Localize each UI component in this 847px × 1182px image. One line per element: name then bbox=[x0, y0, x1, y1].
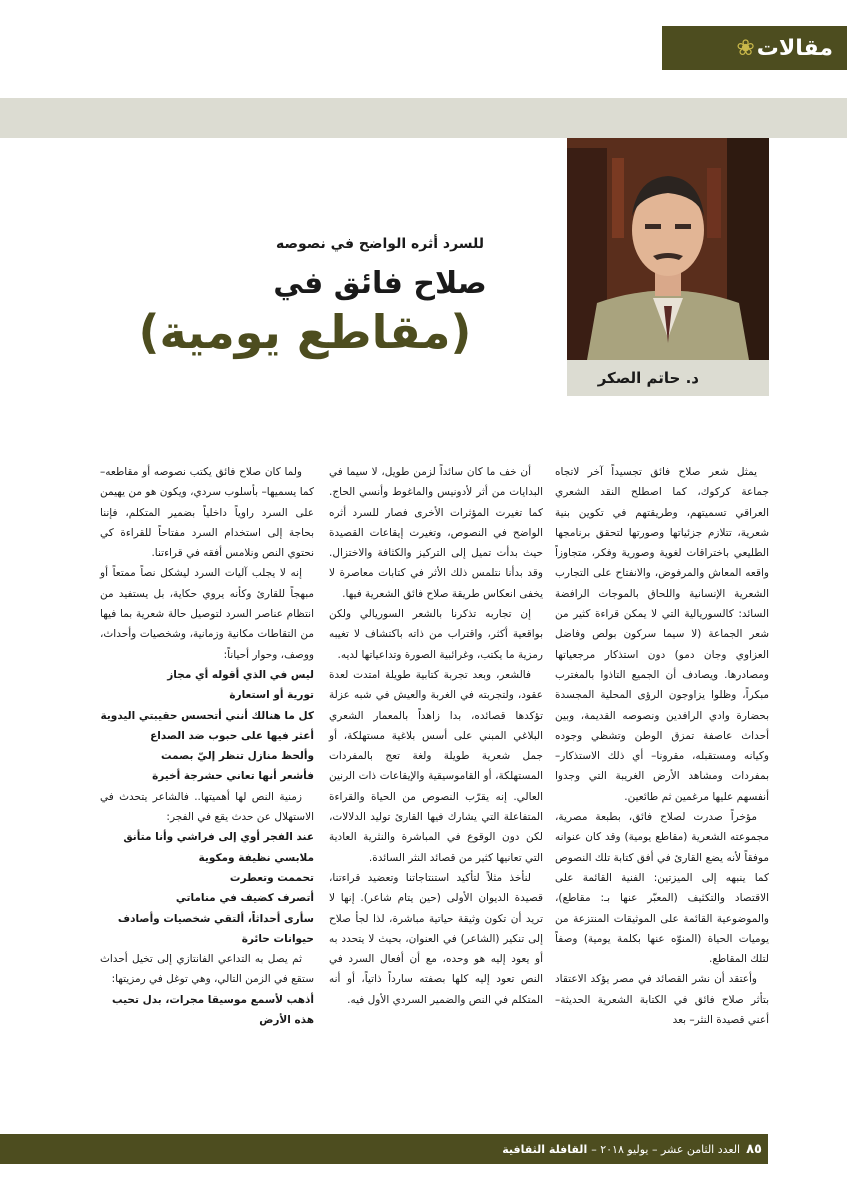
page-footer bbox=[0, 1134, 768, 1164]
verse-line: هذه الأرض bbox=[259, 1014, 314, 1027]
paragraph: فالشعر، وبعد تجربة كتابية طويلة امتدت لعدة عقود، ولتجربته في الغربة والعيش في شبه عزلة تؤكدها قصائده، بدا زاهداً بالمعمار الشعري البلاغي المبني على أسس بلاغية مستهلكة، أو جمل شعرية طويلة ولغة تعج بالمفردات المستهلكة، أو القاموسيقية والإيقاعات ذات الرنين العالي. إنه يقرّب النصوص من الحياة والقراءة المتفاعلة التي يشارك فيها القارئ توليد الدلالات، لكن دون الوقوع في المباشرة والنثرية العادية التي تعانيها كثير من قصائد النثر السائدة. bbox=[329, 668, 543, 864]
paragraph: ولما كان صلاح فائق يكتب نصوصه أو مقاطعه– كما يسميها– بأسلوب سردي، ويكون هو من يهيمن على السرد راوياً داخلياً بضمير المتكلم، فإننا بحاجة إلى استخدام السرد مفتاحاً للقراءة كي نحتوي النص ونلامس أفقه في قراءتنا. bbox=[100, 466, 314, 560]
verse-line: حيوانات حائرة bbox=[241, 932, 314, 945]
verse-line: أعثر فيها على حبوب ضد الصداع bbox=[150, 729, 314, 742]
text-column-2 bbox=[329, 462, 543, 1006]
author-caption bbox=[567, 360, 769, 396]
verse-line: ملابسي نظيفة ومكوية bbox=[198, 851, 314, 864]
verse-line: كل ما هنالك أنني أتحسس حقيبتي اليدوية bbox=[100, 709, 314, 722]
verse-line: وألحظ منازل تنظر إليّ بصمت bbox=[161, 750, 314, 763]
magazine-name: القافلة الثقافية bbox=[502, 1142, 588, 1156]
page-number: ٨٥ bbox=[746, 1141, 762, 1157]
paragraph: يمثل شعر صلاح فائق تجسيداً آخر لاتجاه جماعة كركوك، كما اصطلح النقد الشعري العراقي تسميتهم، وطريقتهم في تكوين بنية شعرية، تتلازم جزئياتها وصورتها لتحقق برنامجها الطليعي باختراقات لغوية وصورية وفكر، متجاوزاً واقعه المعاش والمرفوض، والانفتاح على التجارب الشعرية الإنسانية واللحاق بالموجات الرافضة السائد: كالسوريالية التي لا يمكن قراءة كثير من شعر الجماعة (لا سيما سركون بولص وفاضل العزاوي وجان دمو) دون استذكار مرجعياتها ومصادرها. ويصادف أن الجميع التاذوا بالمغترب مبكراً، وظلوا يزاوجون الرؤى المحلية المجسدة بحضارة وادي الرافدين ونصوصه القديمة، وبين أحداث عاصفة تمزق الوطن وتشظي وجوده وكيانه ومستقبله، مقرونا– أي ذلك الاستذكار– بمفردات ومشاهد الأرض الغريبة التي وجدوا أنفسهم عليها مرغمين ثم طائعين. bbox=[555, 466, 769, 803]
paragraph: إنه لا يجلب آليات السرد ليشكل نصاً ممتعاً أو مبهجاً للقارئ وكأنه يروي حكاية، بل يستفيد من انتظام عناصر السرد لتوصيل حالة شعرية بما فيها من التقاطات مكانية وزمانية، وشخصيات وأحداث، ووصف، وحوار أحياناً: bbox=[100, 567, 314, 661]
ornament-icon: ❀ bbox=[736, 35, 755, 61]
paragraph: لنأخذ مثلاً لتأكيد استنتاجاتنا وتعضيد قراءتنا، قصيدة الديوان الأولى (حين يتام شاعر). إنها لا تريد أن تكون وثيقة حياتية مباشرة، لذا لجأ صلاح إلى تنكير (الشاعر) في العنوان، بحيث لا يتحدد به أو يعود إليه هو وحده، مع أن أفعال السرد في النص تعود إليه كلها بصفته سارداً ذاتياً، أو أنه المتكلم في النص والضمير السردي الأول فيه. bbox=[329, 871, 543, 1006]
article-title-line-2: (مقاطع يومية) bbox=[138, 305, 472, 359]
author-name: د. حاتم الصكر bbox=[597, 369, 699, 387]
author-portrait-icon bbox=[567, 138, 769, 360]
text-column-1 bbox=[555, 462, 769, 1027]
paragraph: أن خف ما كان سائداً لزمن طويل، لا سيما في البدايات من أثر لأدونيس والماغوط وأنسي الحاج. كما تغيرت المؤثرات الأخرى فصار للسرد أثره الواضح في النصوص، وتغيرت إيقاعات القصيدة حيث بدأت تميل إلى التركيز والكثافة والاختزال. وقد بدأنا نتلمس ذلك الأثر في كتابات معاصرة لا يخفى انعكاس طريقة صلاح فائق الشعرية فيها. bbox=[329, 466, 543, 600]
verse-line: عند الفجر أوي إلى فراشي وأنا متأنق bbox=[123, 831, 314, 844]
verse-line: ليس في الذي أقوله أي مجاز bbox=[167, 668, 314, 681]
paragraph: زمنية النص لها أهميتها.. فالشاعر يتحدث في الاستهلال عن حدث يقع في الفجر: bbox=[100, 790, 314, 824]
verse-line: أذهب لأسمع موسيقا مجرات، بدل تحيب bbox=[112, 993, 314, 1006]
text-column-3 bbox=[100, 462, 314, 1027]
verse-line: تورية أو استعارة bbox=[229, 689, 314, 702]
section-header bbox=[662, 26, 847, 70]
author-photo bbox=[567, 138, 769, 360]
header-band bbox=[0, 98, 847, 138]
paragraph: مؤخراً صدرت لصلاح فائق، بطبعة مصرية، مجموعته الشعرية (مقاطع يومية) وقد كان عنوانه موفقاً لأنه يضع القارئ في أفق كتابة تلك النصوص كما ينبهه إلى الميزتين: الفنية القائمة على الاقتصاد والتكثيف (المعبّر عنها بـ: مقاطع)، والموضوعية القائمة على الموثيقات المنتزعة من يوميات الحياة (المنوّه عنها بكلمة يومية) وصفاً لتلك المقاطع. bbox=[555, 811, 769, 966]
verse-line: فأشعر أنها تعاني حشرجة أخيرة bbox=[152, 770, 314, 783]
verse-line: أتصرف كضيف في مناماتي bbox=[175, 892, 314, 905]
paragraph: وأعتقد أن نشر القصائد في مصر يؤكد الاعتقاد بتأثر صلاح فائق في الكتابة الشعرية الحديثة– أعني قصيدة النثر– بعد bbox=[555, 973, 769, 1027]
verse-line: تحممت وتعطرت bbox=[229, 871, 314, 884]
section-label: مقالات bbox=[756, 35, 833, 61]
article-kicker: للسرد أثره الواضح في نصوصه bbox=[275, 236, 485, 252]
verse-line: سأرى أحداثاً، ألتقي شخصيات وأصادف bbox=[117, 912, 314, 925]
issue-info: العدد الثامن عشر – يوليو ٢٠١٨ – bbox=[591, 1142, 741, 1156]
article-title-line-1: صلاح فائق في bbox=[273, 266, 487, 301]
paragraph: ثم يصل به التداعي الفانتازي إلى تخيل أحداث ستقع في الزمن التالي، وهي توغل في رمزيتها: bbox=[100, 953, 314, 986]
paragraph: إن تجاربه تذكرنا بالشعر السوريالي ولكن بواقعية أكثر، واقتراب من ذاته باكتشاف لا تغيبه رمزية ما يكتب، وغرائبية الصورة وتداعياتها لديه. bbox=[329, 608, 543, 661]
